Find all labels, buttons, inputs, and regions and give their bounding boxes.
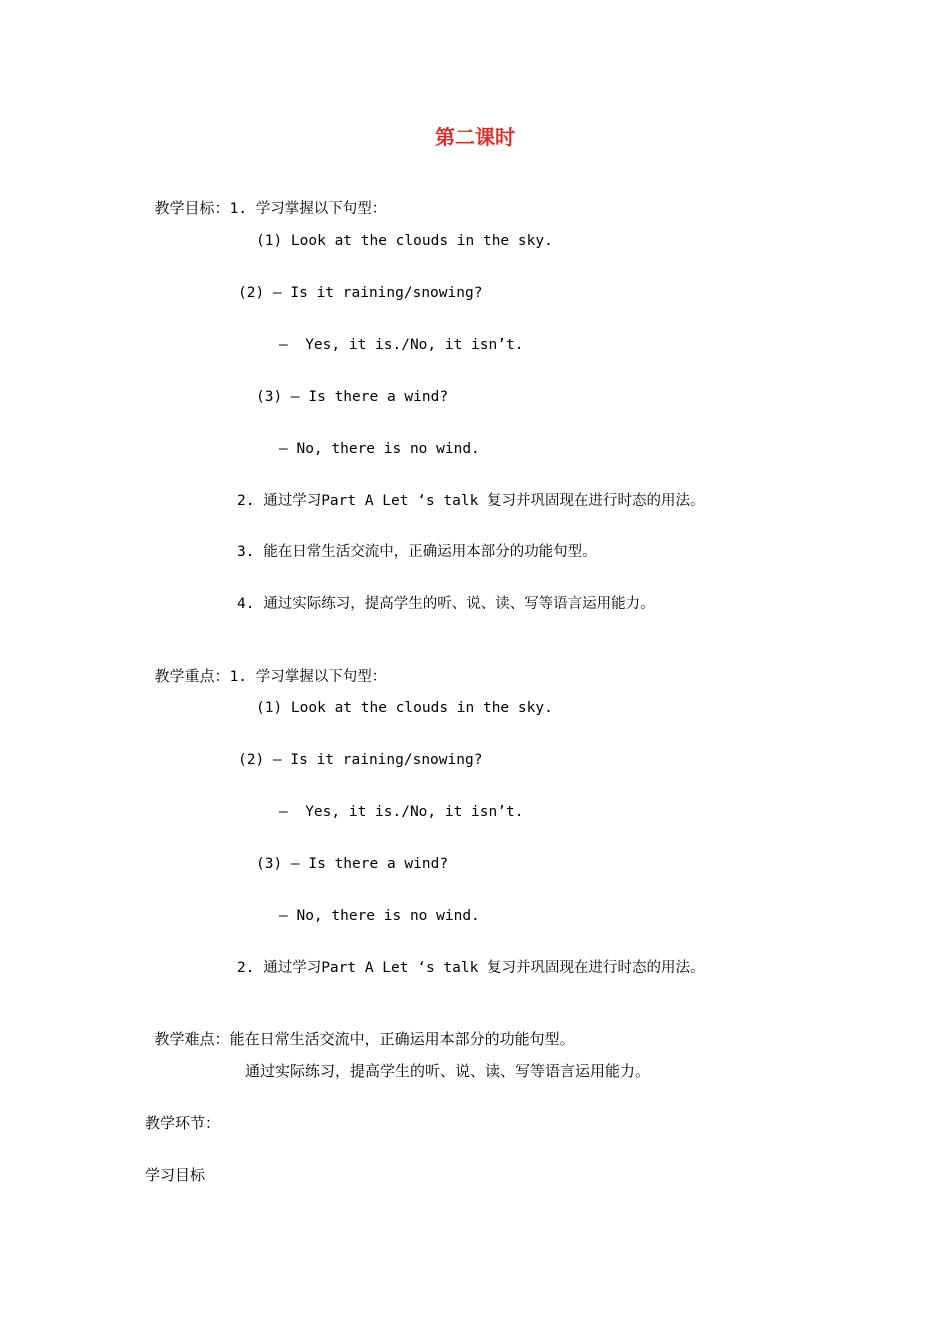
objectives-sentence-2-question: (2) — Is it raining/snowing? [238,285,483,301]
key-points-sentence-2-answer: — Yes, it is./No, it isn’t. [279,804,524,820]
objectives-label: 教学目标： [154,199,230,217]
section-heading-learning-objectives: 学习目标 [145,1166,206,1184]
key-points-item-1: 1. 学习掌握以下句型： [229,669,387,685]
procedure-label: 教学环节： [145,1114,221,1132]
key-points-sentence-3-question: (3) — Is there a wind? [256,856,449,872]
key-points-sentence-3-answer: — No, there is no wind. [279,908,480,924]
difficulties-label: 教学难点： [154,1030,230,1048]
objectives-heading-line [145,178,387,217]
key-points-sentence-2-question: (2) — Is it raining/snowing? [238,752,483,768]
objectives-item-2: 2. 通过学习Part A Let ‘s talk 复习并巩固现在进行时态的用法。 [237,493,705,509]
key-points-sentence-1: (1) Look at the clouds in the sky. [256,700,553,716]
objectives-sentence-2-answer: — Yes, it is./No, it isn’t. [279,337,524,353]
objectives-item-1: 1. 学习掌握以下句型： [229,201,387,217]
difficulties-heading-line [145,1009,575,1048]
objectives-sentence-3-question: (3) — Is there a wind? [256,389,449,405]
difficulties-item-2: 通过实际练习，提高学生的听、说、读、写等语言运用能力。 [245,1062,651,1080]
difficulties-item-1: 能在日常生活交流中，正确运用本部分的功能句型。 [229,1030,575,1048]
page-title: 第二课时 [435,125,515,149]
objectives-item-3: 3. 能在日常生活交流中，正确运用本部分的功能句型。 [237,544,597,560]
key-points-label: 教学重点： [154,667,230,685]
key-points-item-2: 2. 通过学习Part A Let ‘s talk 复习并巩固现在进行时态的用法。 [237,960,705,976]
objectives-sentence-1: (1) Look at the clouds in the sky. [256,233,553,249]
key-points-heading-line [145,646,387,685]
objectives-item-4: 4. 通过实际练习，提高学生的听、说、读、写等语言运用能力。 [237,596,655,612]
objectives-sentence-3-answer: — No, there is no wind. [279,441,480,457]
